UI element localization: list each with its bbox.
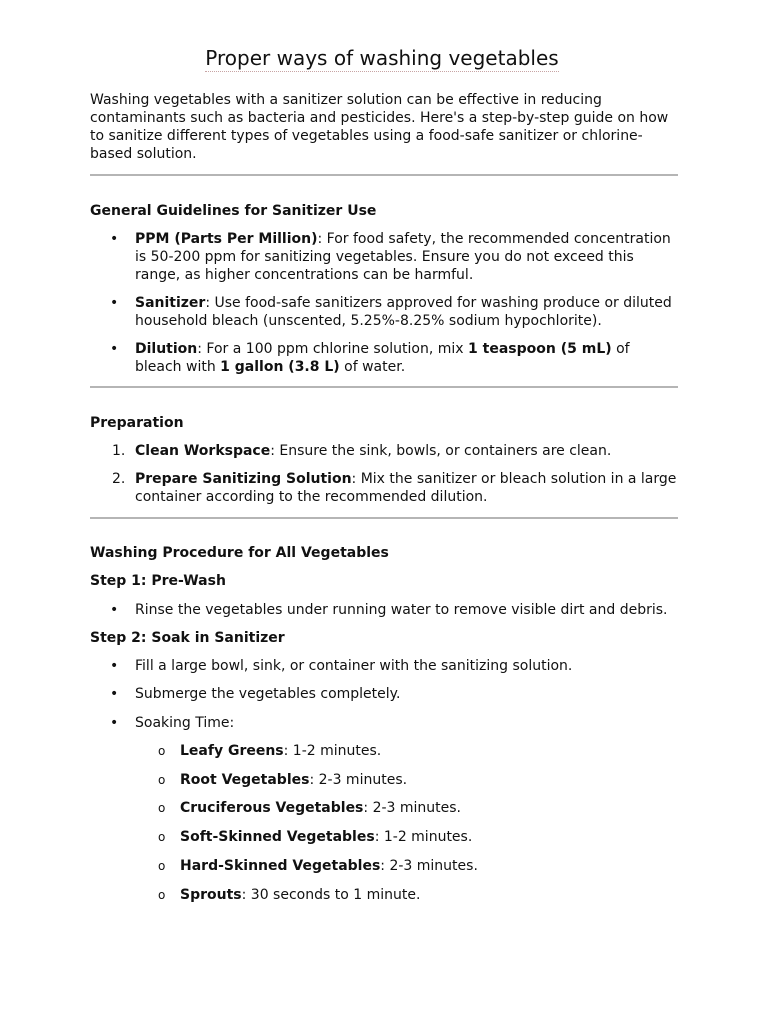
dilution-text-3: of water. bbox=[339, 359, 406, 375]
step-number: 1. bbox=[112, 443, 126, 459]
dilution-term: Dilution bbox=[135, 341, 198, 357]
vegetable-type: Hard-Skinned Vegetables bbox=[180, 858, 381, 874]
bullet-marker: • bbox=[110, 715, 119, 731]
preparation-step-2-text bbox=[135, 470, 680, 506]
soak-duration: : 30 seconds to 1 minute. bbox=[241, 887, 421, 903]
sub-bullet-marker: o bbox=[158, 888, 166, 902]
preparation-step-1-text bbox=[135, 442, 680, 460]
soak-time-text bbox=[180, 742, 678, 760]
step-number: 2. bbox=[112, 471, 126, 487]
step-2-term: Prepare Sanitizing Solution bbox=[135, 471, 352, 487]
procedure-heading: Washing Procedure for All Vegetables bbox=[90, 545, 389, 561]
dilution-amount-water: 1 gallon (3.8 L) bbox=[220, 359, 340, 375]
step-1-term: Clean Workspace bbox=[135, 443, 271, 459]
bullet-marker: • bbox=[110, 341, 119, 357]
soak-duration: : 1-2 minutes. bbox=[374, 829, 473, 845]
guideline-ppm-text bbox=[135, 230, 680, 284]
soak-item-3-text: Soaking Time: bbox=[135, 715, 235, 731]
dilution-text-2: of bleach with bbox=[135, 341, 630, 375]
bullet-marker: • bbox=[110, 602, 119, 618]
soak-time-text bbox=[180, 771, 678, 789]
step-2-heading: Step 2: Soak in Sanitizer bbox=[90, 630, 285, 646]
sub-bullet-marker: o bbox=[158, 801, 166, 815]
intro-paragraph: Washing vegetables with a sanitizer solution can be effective in reducing contaminants such as bacteria and pesticides. Here's a step-by-step guide on how to sanitize different types of vegetables using a food-safe sanitizer or chlorine-based solution. bbox=[90, 92, 669, 162]
document-title-text: Proper ways of washing vegetables bbox=[205, 46, 559, 70]
bullet-marker: • bbox=[110, 658, 119, 674]
sub-bullet-marker: o bbox=[158, 744, 166, 758]
step-2-description: : Mix the sanitizer or bleach solution in a large container according to the recommended dilution. bbox=[135, 471, 677, 505]
divider bbox=[90, 174, 678, 176]
soak-time-text bbox=[180, 799, 678, 817]
soak-duration: : 1-2 minutes. bbox=[283, 743, 382, 759]
sanitizer-description: : Use food-safe sanitizers approved for washing produce or diluted household bleach (unscented, 5.25%-8.25% sodium hypochlorite). bbox=[135, 295, 672, 329]
sanitizer-term: Sanitizer bbox=[135, 295, 206, 311]
soak-item-1-text: Fill a large bowl, sink, or container with the sanitizing solution. bbox=[135, 658, 573, 674]
vegetable-type: Leafy Greens bbox=[180, 743, 284, 759]
bullet-marker: • bbox=[110, 231, 119, 247]
sub-bullet-marker: o bbox=[158, 830, 166, 844]
soak-duration: : 2-3 minutes. bbox=[380, 858, 478, 874]
vegetable-type: Root Vegetables bbox=[180, 772, 310, 788]
sub-bullet-marker: o bbox=[158, 859, 166, 873]
soak-item-2-text: Submerge the vegetables completely. bbox=[135, 686, 401, 702]
soak-time-text bbox=[180, 828, 678, 846]
step-1-description: : Ensure the sink, bowls, or containers are clean. bbox=[270, 443, 612, 459]
bullet-marker: • bbox=[110, 295, 119, 311]
guideline-dilution-text bbox=[135, 340, 680, 376]
dilution-text-1: : For a 100 ppm chlorine solution, mix bbox=[197, 341, 469, 357]
soak-time-text bbox=[180, 857, 678, 875]
guidelines-heading: General Guidelines for Sanitizer Use bbox=[90, 203, 377, 219]
vegetable-type: Soft-Skinned Vegetables bbox=[180, 829, 375, 845]
pre-wash-text: Rinse the vegetables under running water to remove visible dirt and debris. bbox=[135, 602, 668, 618]
step-1-heading: Step 1: Pre-Wash bbox=[90, 573, 226, 589]
soak-duration: : 2-3 minutes. bbox=[363, 800, 462, 816]
sub-bullet-marker: o bbox=[158, 773, 166, 787]
preparation-heading: Preparation bbox=[90, 415, 184, 431]
guideline-sanitizer-text bbox=[135, 294, 680, 330]
soak-duration: : 2-3 minutes. bbox=[309, 772, 408, 788]
ppm-description: : For food safety, the recommended concentration is 50-200 ppm for sanitizing vegetables. Ensure you do not exceed this range, as higher concentrations can be harmful. bbox=[135, 231, 671, 283]
dilution-amount-bleach: 1 teaspoon (5 mL) bbox=[468, 341, 612, 357]
vegetable-type: Cruciferous Vegetables bbox=[180, 800, 364, 816]
soak-time-text bbox=[180, 886, 678, 904]
vegetable-type: Sprouts bbox=[180, 887, 242, 903]
divider bbox=[90, 517, 678, 519]
ppm-term: PPM (Parts Per Million) bbox=[135, 231, 318, 247]
document-title bbox=[90, 44, 674, 72]
bullet-marker: • bbox=[110, 686, 119, 702]
divider bbox=[90, 386, 678, 388]
